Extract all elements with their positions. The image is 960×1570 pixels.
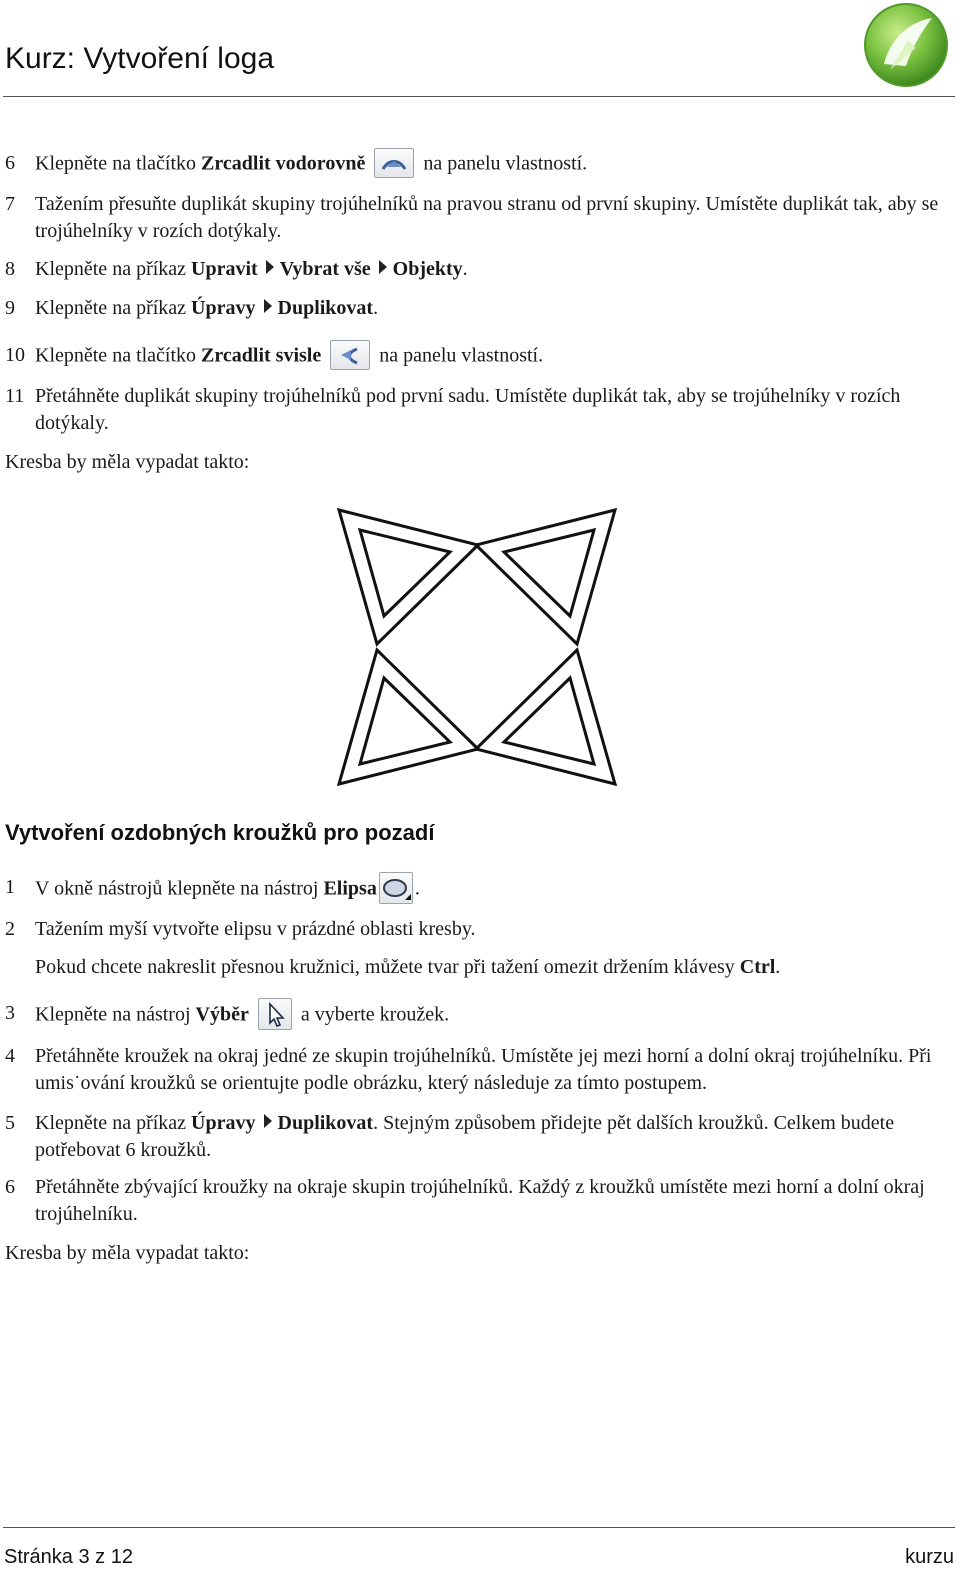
- mirror-horizontal-icon: [375, 149, 413, 177]
- pick-tool-button[interactable]: [258, 998, 292, 1030]
- menu-duplikovat: Duplikovat: [277, 1112, 374, 1134]
- ellipse-tool-icon: [380, 873, 412, 903]
- step-10: 10 Klepněte na tlačítko Zrcadlit svisle na panelu vlastností.: [0, 342, 952, 372]
- tip-ctrl: Pokud chcete nakreslit přesnou kružnici, můžete tvar při tažení omezit držením klávesy Ctrl.: [35, 956, 781, 978]
- menu-duplikovat: Duplikovat: [277, 297, 374, 319]
- menu-arrow-icon: [266, 260, 274, 274]
- button-name-mirror-horizontal: Zrcadlit vodorovně: [201, 152, 366, 175]
- tool-name-elipsa: Elipsa: [323, 877, 377, 900]
- step2-5: 5 Klepněte na příkaz Úpravy Duplikovat. Stejným způsobem přidejte pět dalších kroužků. Celkem budete potřebovat 6 kroužků.: [5, 1112, 895, 1161]
- button-name-mirror-vertical: Zrcadlit svisle: [201, 344, 322, 367]
- step2-4: 4 Přetáhněte kroužek na okraj jedné ze skupin trojúhelníků. Umístěte jej mezi horní a dolní okraj trojúhelníku. Při umis˙ování kroužků se orientujte podle obrázku, který následuje za tímto postupem.: [5, 1045, 932, 1094]
- ellipse-tool-button[interactable]: [379, 872, 413, 904]
- tool-name-vyber: Výběr: [195, 1003, 249, 1026]
- section-heading: Vytvoření ozdobných kroužků pro pozadí: [5, 820, 435, 845]
- step-7: 7 Tažením přesuňte duplikát skupiny trojúhelníků na pravou stranu od první skupiny. Umístěte duplikát tak, aby se trojúhelníky v rozích dotýkaly.: [5, 193, 939, 242]
- step2-6: 6 Přetáhněte zbývající kroužky na okraje skupin trojúhelníků. Každý z kroužků umístěte mezi horní a dolní okraj trojúhelníku.: [5, 1176, 925, 1225]
- step2-1: 1 V okně nástrojů klepněte na nástroj Elipsa .: [0, 874, 952, 906]
- footer-label: kurzu: [905, 1546, 954, 1568]
- result-caption-2: Kresba by měla vypadat takto:: [5, 1242, 250, 1264]
- coreldraw-logo-icon: [860, 0, 952, 90]
- triangle-inner-top-left: [360, 530, 450, 616]
- menu-upravit: Upravit: [191, 258, 258, 280]
- step-8: 8 Klepněte na příkaz Upravit Vybrat vše Objekty.: [5, 258, 468, 280]
- menu-arrow-icon: [379, 260, 387, 274]
- menu-arrow-icon: [264, 1114, 272, 1128]
- step-6: 6 Klepněte na tlačítko Zrcadlit vodorovně na panelu vlastností.: [0, 150, 952, 180]
- triangles-drawing: [334, 502, 624, 792]
- mirror-horizontal-button[interactable]: [374, 148, 414, 178]
- menu-arrow-icon: [264, 299, 272, 313]
- mirror-vertical-button[interactable]: [330, 340, 370, 370]
- key-ctrl: Ctrl: [739, 956, 776, 978]
- page-number: Stránka 3 z 12: [4, 1546, 133, 1568]
- menu-objekty: Objekty: [392, 258, 463, 280]
- step-11: 11 Přetáhněte duplikát skupiny trojúhelníků pod první sadu. Umístěte duplikát tak, aby se trojúhelníky v rozích dotýkaly.: [5, 385, 901, 434]
- header-rule: [3, 96, 955, 97]
- menu-upravy: Úpravy: [191, 1112, 256, 1134]
- pick-tool-icon: [259, 999, 291, 1029]
- step2-2: 2 Tažením myší vytvořte elipsu v prázdné oblasti kresby.: [5, 918, 476, 940]
- triangle-inner-bottom-right: [504, 678, 594, 764]
- footer-rule: [3, 1527, 955, 1528]
- mirror-vertical-icon: [331, 341, 369, 369]
- page-title: Kurz: Vytvoření loga: [5, 42, 275, 75]
- menu-vybrat-vse: Vybrat vše: [279, 258, 371, 280]
- step-9: 9 Klepněte na příkaz Úpravy Duplikovat.: [5, 297, 379, 319]
- step2-3: 3 Klepněte na nástroj Výběr a vyberte kroužek.: [0, 1000, 952, 1032]
- result-caption-1: Kresba by měla vypadat takto:: [5, 451, 250, 473]
- menu-upravy: Úpravy: [191, 297, 256, 319]
- triangle-inner-bottom-left: [360, 678, 450, 764]
- triangle-inner-top-right: [504, 530, 594, 616]
